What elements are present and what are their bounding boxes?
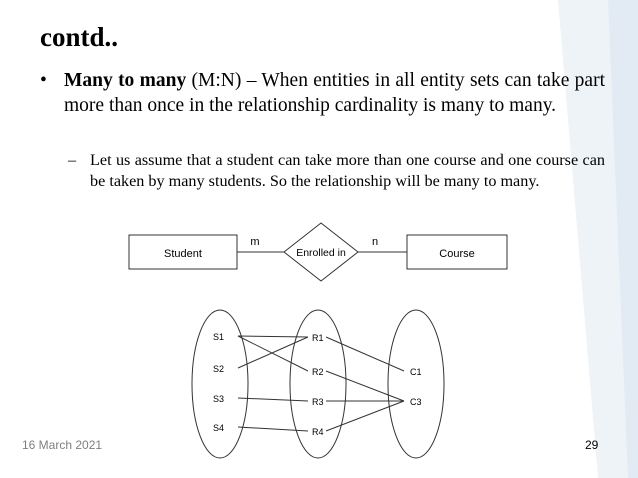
mapping-diagram xyxy=(178,300,458,468)
cardinality-m: m xyxy=(250,236,260,248)
mapping-node-r2: R2 xyxy=(312,367,324,377)
bullet-bold-term: Many to many xyxy=(64,70,187,91)
mapping-node-s3: S3 xyxy=(212,394,224,404)
bullet-many-to-many xyxy=(40,68,605,118)
mapping-node-r1: R1 xyxy=(312,333,324,343)
mapping-link-r2-c3 xyxy=(326,371,404,401)
cardinality-n: n xyxy=(371,236,379,248)
page-number: 29 xyxy=(585,438,599,452)
footer-date: 16 March 2021 xyxy=(22,438,103,452)
bullet-description: – When entities in all entity sets can take part more than once in the relationship cardinality is many to many. xyxy=(64,70,605,116)
relationship-label: Enrolled in xyxy=(296,247,346,259)
mapping-node-s4: S4 xyxy=(212,423,224,433)
slide-title: contd.. xyxy=(40,22,119,52)
mapping-node-s2: S2 xyxy=(212,364,224,374)
mapping-node-c3: C3 xyxy=(410,397,422,407)
mapping-link-s3-r3 xyxy=(238,398,308,401)
sub-bullet-marker: – xyxy=(68,151,77,169)
mapping-link-s1-r1 xyxy=(238,336,308,337)
entity-student-label: Student xyxy=(164,248,202,260)
er-diagram xyxy=(119,215,519,294)
mapping-node-r3: R3 xyxy=(312,397,324,407)
mapping-node-s1: S1 xyxy=(212,332,224,342)
sub-bullet-example xyxy=(68,150,605,192)
bullet-notation: (M:N) xyxy=(191,70,242,91)
mapping-link-r1-c1 xyxy=(326,337,404,371)
bullet-text xyxy=(40,68,605,118)
mapping-link-r4-c3 xyxy=(326,401,404,431)
mapping-node-r4: R4 xyxy=(312,427,324,437)
entity-course-label: Course xyxy=(439,248,475,260)
mapping-link-s4-r4 xyxy=(238,427,308,431)
bullet-marker: • xyxy=(40,70,47,91)
mapping-node-c1: C1 xyxy=(410,367,422,377)
course-set-ellipse xyxy=(388,310,444,458)
sub-bullet-text: Let us assume that a student can take more than one course and one course can be taken by many students. So the relationship will be many to many. xyxy=(90,151,605,190)
